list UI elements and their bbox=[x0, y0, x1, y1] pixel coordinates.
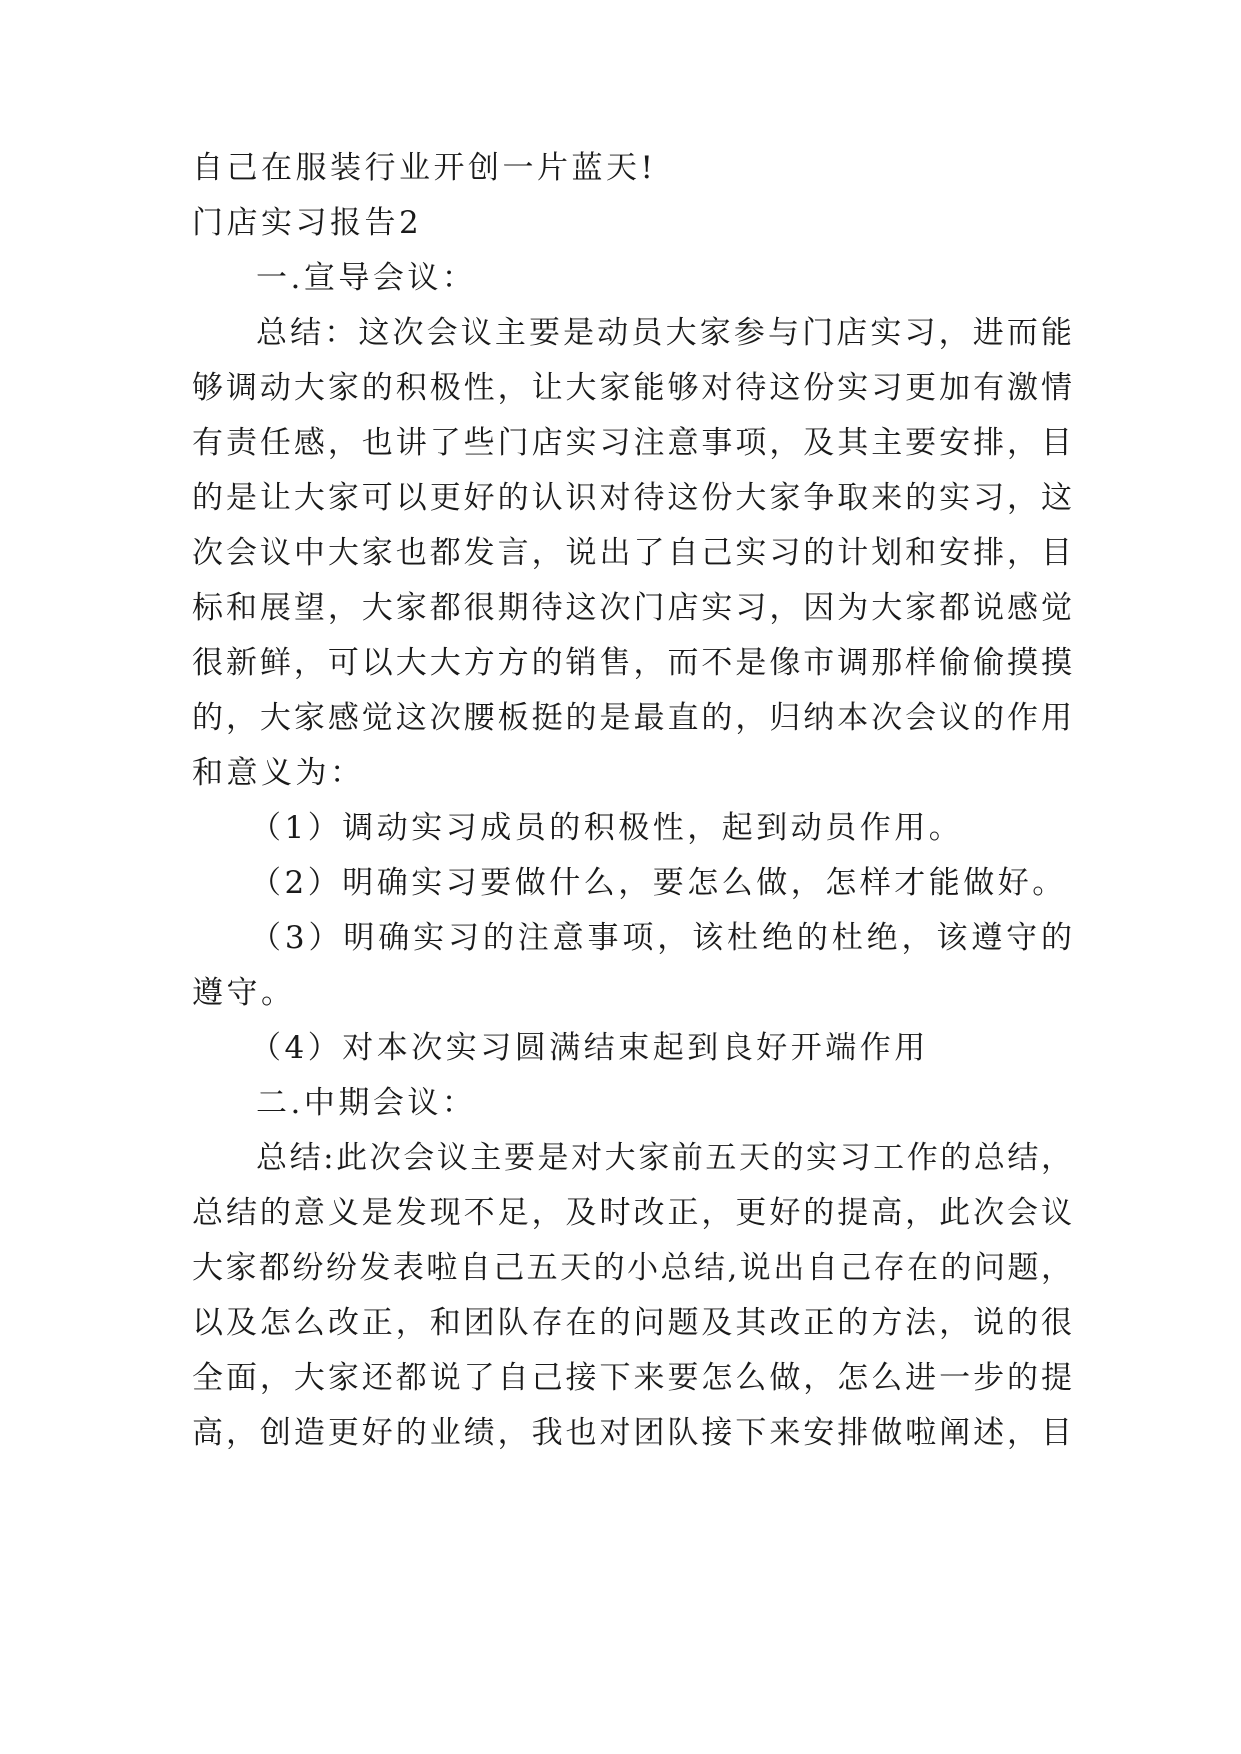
paragraph-line: 总结：这次会议主要是动员大家参与门店实习，进而能 bbox=[256, 315, 1072, 351]
list-item-4: （4）对本次实习圆满结束起到良好开端作用 bbox=[250, 1030, 929, 1066]
paragraph-line: 以及怎么改正，和团队存在的问题及其改正的方法，说的很 bbox=[192, 1305, 1072, 1341]
text-line-closing: 自己在服装行业开创一片蓝天! bbox=[192, 150, 657, 186]
paragraph-line: 总结:此次会议主要是对大家前五天的实习工作的总结， bbox=[256, 1140, 1072, 1176]
paragraph-line: 次会议中大家也都发言，说出了自己实习的计划和安排，目 bbox=[192, 535, 1072, 571]
paragraph-line: 的，大家感觉这次腰板挺的是最直的，归纳本次会议的作用 bbox=[192, 700, 1072, 736]
list-item-3-continued: 遵守。 bbox=[192, 975, 296, 1011]
paragraph-line: 很新鲜，可以大大方方的销售，而不是像市调那样偷偷摸摸 bbox=[192, 645, 1072, 681]
section-heading-1: 一.宣导会议： bbox=[256, 260, 477, 296]
paragraph-line: 全面，大家还都说了自己接下来要怎么做，怎么进一步的提 bbox=[192, 1360, 1072, 1396]
paragraph-line: 有责任感，也讲了些门店实习注意事项，及其主要安排，目 bbox=[192, 425, 1072, 461]
section-heading-2: 二.中期会议： bbox=[256, 1085, 477, 1121]
list-item-2: （2）明确实习要做什么，要怎么做，怎样才能做好。 bbox=[250, 865, 1067, 901]
paragraph-line: 和意义为： bbox=[192, 755, 365, 791]
paragraph-line: 总结的意义是发现不足，及时改正，更好的提高，此次会议 bbox=[192, 1195, 1072, 1231]
list-item-1: （1）调动实习成员的积极性，起到动员作用。 bbox=[250, 810, 964, 846]
report-title: 门店实习报告2 bbox=[192, 205, 423, 241]
paragraph-line: 的是让大家可以更好的认识对待这份大家争取来的实习，这 bbox=[192, 480, 1072, 516]
list-item-3: （3）明确实习的注意事项，该杜绝的杜绝，该遵守的 bbox=[250, 920, 1072, 956]
paragraph-line: 大家都纷纷发表啦自己五天的小总结,说出自己存在的问题， bbox=[192, 1250, 1072, 1286]
paragraph-line: 标和展望，大家都很期待这次门店实习，因为大家都说感觉 bbox=[192, 590, 1072, 626]
paragraph-line: 够调动大家的积极性，让大家能够对待这份实习更加有激情 bbox=[192, 370, 1072, 406]
paragraph-line: 高，创造更好的业绩，我也对团队接下来安排做啦阐述，目 bbox=[192, 1415, 1072, 1451]
